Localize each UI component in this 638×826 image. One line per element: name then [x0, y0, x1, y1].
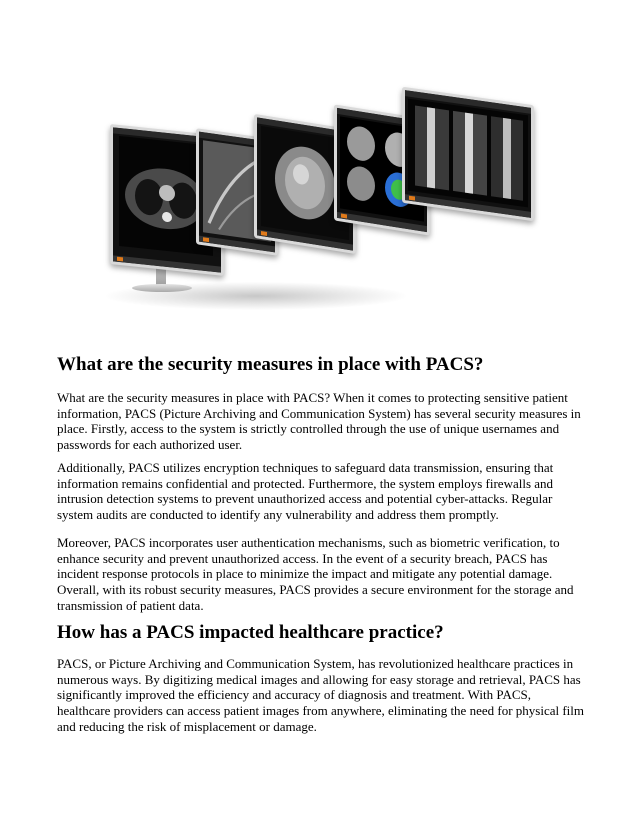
section-heading-security: What are the security measures in place with PACS? — [57, 354, 484, 375]
paragraph: What are the security measures in place with PACS? When it comes to protecting sensitive patient information, PACS (Picture Archiving and Communication System) has several security measures in place. Firstly, access to the system is strictly controlled through the use of unique usernames and passwords for each authorized user. — [57, 390, 581, 453]
monitor-stand-base — [132, 284, 192, 292]
pacs-hero-illustration — [96, 92, 536, 310]
paragraph: PACS, or Picture Archiving and Communication System, has revolutionized healthcare practices in numerous ways. By digitizing medical images and allowing for easy storage and retrieval, PACS has significantly improved the efficiency and accuracy of diagnosis and treatment. With PACS, healthcare providers can access patient images from anywhere, eliminating the need for physical film and reducing the risk of misplacement or damage. — [57, 656, 585, 734]
section-heading-impact: How has a PACS impacted healthcare practice? — [57, 622, 444, 643]
viewer-window-spine-mri — [402, 87, 534, 222]
paragraph: Additionally, PACS utilizes encryption techniques to safeguard data transmission, ensuring that information remains confidential and protected. Furthermore, the system employs firewalls and intrusion detection systems to prevent unauthorized access and potential cyber-attacks. Regular system audits are conducted to identify any vulnerability and address them promptly. — [57, 460, 554, 523]
paragraph: Moreover, PACS incorporates user authentication mechanisms, such as biometric verification, to enhance security and prevent unauthorized access. In the event of a security breach, PACS has incident response protocols in place to minimize the impact and mitigate any potential damage. Overall, with its robust security measures, PACS provides a secure environment for the storage and transmission of patient data. — [57, 535, 574, 613]
